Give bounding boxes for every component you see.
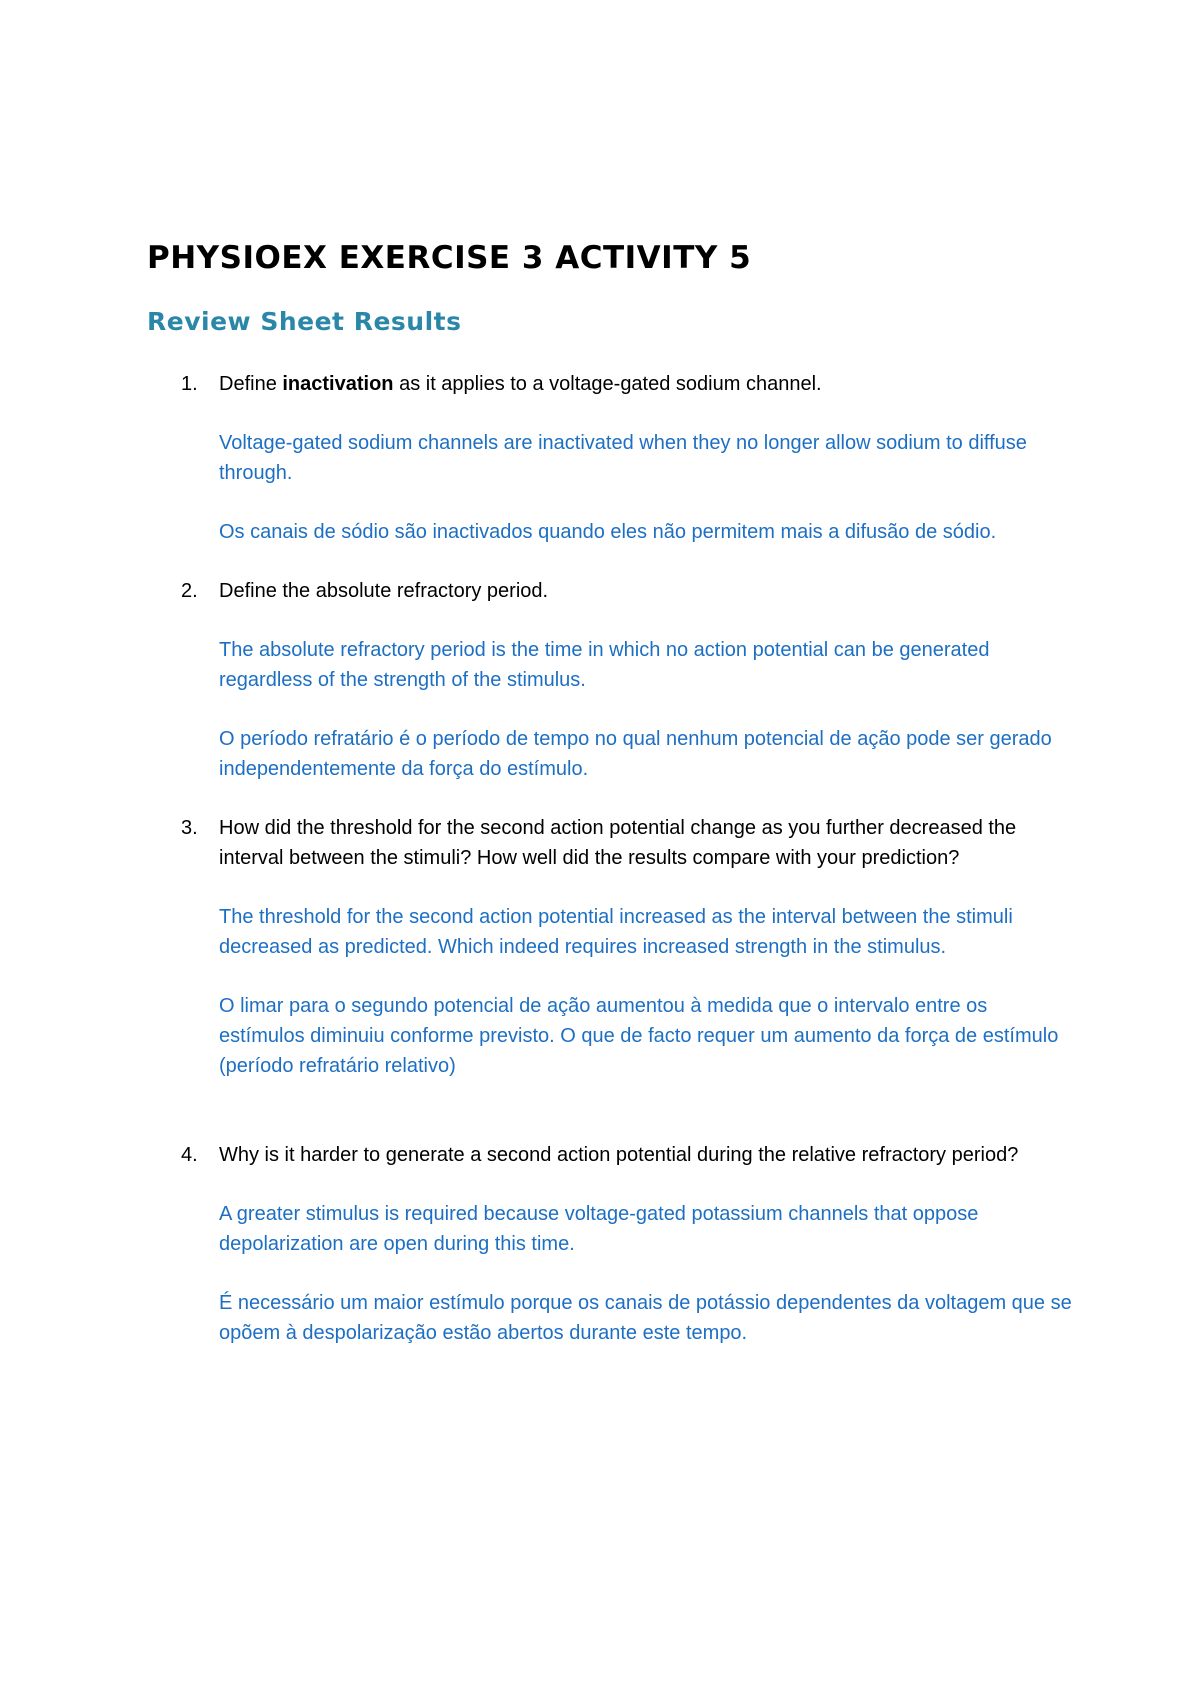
question-number: 3. [181, 817, 198, 839]
question-list [0, 369, 1200, 1348]
answer-english: Voltage-gated sodium channels are inactivated when they no longer allow sodium to diffuse through. [219, 432, 1027, 484]
answer-portuguese: Os canais de sódio são inactivados quando eles não permitem mais a difusão de sódio. [219, 521, 997, 543]
question-text [219, 369, 1075, 399]
question-text: How did the threshold for the second action potential change as you further decreased the interval between the stimuli? How well did the results compare with your prediction? [219, 817, 1017, 869]
question-number: 4. [181, 1144, 198, 1166]
question-number: 1. [181, 373, 198, 395]
question-text: Why is it harder to generate a second action potential during the relative refractory period? [219, 1144, 1019, 1166]
answer-portuguese: É necessário um maior estímulo porque os canais de potássio dependentes da voltagem que se opõem à despolarização estão abertos durante este tempo. [219, 1292, 1072, 1344]
question-item [0, 369, 1075, 547]
answer-portuguese: O período refratário é o período de tempo no qual nenhum potencial de ação pode ser gerado independentemente da força do estímulo. [219, 728, 1052, 780]
question-text-prefix: Define [219, 373, 283, 395]
question-item [0, 813, 1075, 1081]
answer-portuguese: O limar para o segundo potencial de ação aumentou à medida que o intervalo entre os estímulos diminuiu conforme previsto. O que de facto requer um aumento da força de estímulo (período refratário relativo) [219, 995, 1059, 1077]
answer-english: A greater stimulus is required because voltage-gated potassium channels that oppose depolarization are open during this time. [219, 1203, 979, 1255]
question-item [0, 576, 1075, 784]
question-text-suffix: as it applies to a voltage-gated sodium channel. [393, 373, 822, 395]
answer-english: The absolute refractory period is the time in which no action potential can be generated regardless of the strength of the stimulus. [219, 639, 990, 691]
document-title: PHYSIOEX EXERCISE 3 ACTIVITY 5 [147, 240, 752, 276]
question-item [0, 1140, 1075, 1348]
question-text-emphasis: inactivation [282, 373, 394, 395]
answer-english: The threshold for the second action potential increased as the interval between the stimuli decreased as predicted. Which indeed requires increased strength in the stimulus. [219, 906, 1013, 958]
section-subtitle: Review Sheet Results [147, 307, 462, 336]
question-text: Define the absolute refractory period. [219, 580, 549, 602]
question-number: 2. [181, 580, 198, 602]
